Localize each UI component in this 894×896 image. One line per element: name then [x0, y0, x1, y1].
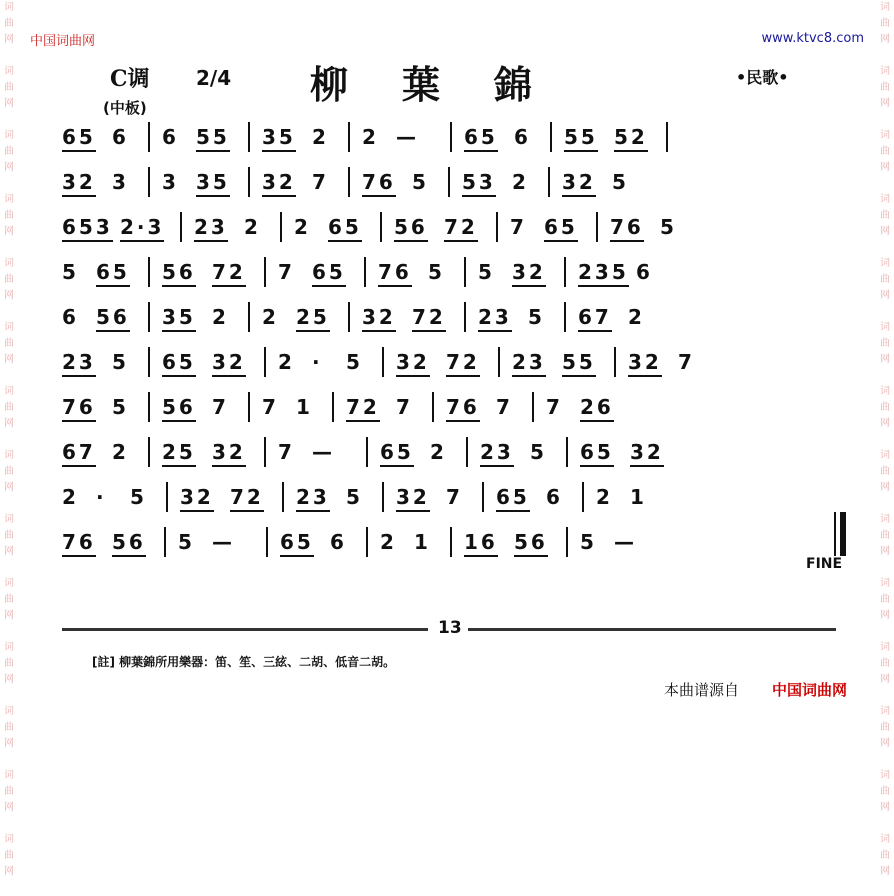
note-group: 2 [294, 215, 311, 239]
barline [496, 212, 498, 242]
note-group: 5 [112, 395, 129, 419]
note-group: 32 [180, 486, 214, 508]
note-group: 32 [212, 441, 246, 463]
barline [448, 167, 450, 197]
note-group: 32 [628, 351, 662, 373]
note-group: 72 [412, 306, 446, 328]
note-group: 2 [362, 125, 379, 149]
barline [532, 392, 534, 422]
barline [596, 212, 598, 242]
barline [582, 482, 584, 512]
site-name-left[interactable]: 中国词曲网 [30, 34, 96, 49]
barline [564, 257, 566, 287]
note-group: · [312, 350, 323, 374]
note-group: 56 [112, 531, 146, 553]
note-group: 72 [446, 351, 480, 373]
final-barline-thick [840, 512, 846, 556]
note-group: 67 [578, 306, 612, 328]
note-group: 65 [96, 261, 130, 283]
note-group: — [212, 530, 235, 554]
barline [148, 257, 150, 287]
note-group: 6 [330, 530, 347, 554]
note-group: 2 [628, 305, 645, 329]
barline [366, 527, 368, 557]
watermark-right: 词 曲 网 词 曲 网 词 曲 网 词 曲 网 词 曲 网 词 曲 网 词 曲 网 词 曲 网 词 曲 网 词 曲 网 词 曲 网 词 曲 网 词 曲 网 词 曲 网 [880, 2, 890, 877]
barline [450, 122, 452, 152]
note-group: 56 [162, 261, 196, 283]
note-group: 23 [194, 216, 228, 238]
barline [482, 482, 484, 512]
barline [380, 212, 382, 242]
note-group: 25 [162, 441, 196, 463]
note-group: 7 [510, 215, 527, 239]
note-group: 2 [112, 440, 129, 464]
note-group: 32 [362, 306, 396, 328]
jianpu-score [62, 118, 842, 568]
note-group: 2 [312, 125, 329, 149]
note-group: 235 [578, 261, 629, 283]
credit-site-link[interactable]: 中国词曲网 [772, 681, 848, 699]
note-group: 55 [196, 126, 230, 148]
note-group: 2 [596, 485, 613, 509]
note-group: 23 [480, 441, 514, 463]
genre-label: •民歌• [736, 68, 789, 87]
note-group: 32 [396, 486, 430, 508]
note-group: 65 [162, 351, 196, 373]
barline [666, 122, 668, 152]
note-group: 67 [62, 441, 96, 463]
note-group: 5 [530, 440, 547, 464]
note-group: 56 [162, 396, 196, 418]
barline [432, 392, 434, 422]
note-group: 7 [262, 395, 279, 419]
note-group: — [396, 125, 419, 149]
barline [566, 437, 568, 467]
barline [282, 482, 284, 512]
note-group: 1 [296, 395, 313, 419]
note-group: 65 [496, 486, 530, 508]
note-group: 5 [612, 170, 629, 194]
note-group: 23 [62, 351, 96, 373]
note-group: 23 [512, 351, 546, 373]
note-group: 3 [112, 170, 129, 194]
barline [550, 122, 552, 152]
note-group: 23 [296, 486, 330, 508]
barline [332, 392, 334, 422]
page-number: 13 [438, 618, 462, 638]
note-group: 6 [162, 125, 179, 149]
note-group: 65 [580, 441, 614, 463]
note-group: 5 [428, 260, 445, 284]
watermark-left: 词 曲 网 词 曲 网 词 曲 网 词 曲 网 词 曲 网 词 曲 网 词 曲 网 词 曲 网 词 曲 网 词 曲 网 词 曲 网 词 曲 网 词 曲 网 词 曲 网 [4, 2, 14, 877]
note-group: 5 [178, 530, 195, 554]
note-group: 56 [394, 216, 428, 238]
note-group: 7 [546, 395, 563, 419]
note-group: 52 [614, 126, 648, 148]
note-group: 72 [444, 216, 478, 238]
note-group: 5 [346, 350, 363, 374]
note-group: 6 [62, 305, 79, 329]
song-title: 柳葉錦 [310, 62, 587, 107]
note-group: 76 [62, 396, 96, 418]
time-signature: 2/4 [196, 66, 232, 90]
note-group: 65 [280, 531, 314, 553]
note-group: 35 [162, 306, 196, 328]
barline [148, 302, 150, 332]
note-group: — [614, 530, 637, 554]
note-group: 32 [212, 351, 246, 373]
note-group: 2 [512, 170, 529, 194]
note-group: 56 [514, 531, 548, 553]
note-group: 5 [528, 305, 545, 329]
note-group: 2·3 [120, 216, 164, 238]
note-group: 2 [380, 530, 397, 554]
note-group: 2 [262, 305, 279, 329]
note-group: 7 [496, 395, 513, 419]
barline [148, 347, 150, 377]
note-group: 5 [130, 485, 147, 509]
barline [280, 212, 282, 242]
note-group: 1 [414, 530, 431, 554]
note-group: 32 [630, 441, 664, 463]
note-group: 5 [346, 485, 363, 509]
fine-marking: FINE [806, 556, 843, 572]
note-group: 2 [244, 215, 261, 239]
barline [382, 482, 384, 512]
barline [148, 122, 150, 152]
note-group: 7 [312, 170, 329, 194]
note-group: 25 [296, 306, 330, 328]
note-group: 35 [196, 171, 230, 193]
note-group: 7 [446, 485, 463, 509]
barline [614, 347, 616, 377]
note-group: 76 [378, 261, 412, 283]
note-group: 65 [62, 126, 96, 148]
note-group: 65 [544, 216, 578, 238]
barline [348, 302, 350, 332]
final-barline-thin [834, 512, 836, 556]
note-group: 6 [514, 125, 531, 149]
barline [248, 302, 250, 332]
barline [466, 437, 468, 467]
page-rule-left [62, 628, 428, 631]
note-group: 56 [96, 306, 130, 328]
barline [264, 437, 266, 467]
note-group: 5 [580, 530, 597, 554]
barline [364, 257, 366, 287]
barline [248, 167, 250, 197]
note-group: 7 [212, 395, 229, 419]
barline [148, 392, 150, 422]
barline [248, 122, 250, 152]
barline [464, 302, 466, 332]
note-group: 32 [396, 351, 430, 373]
note-group: 1 [630, 485, 647, 509]
barline [148, 437, 150, 467]
barline [566, 527, 568, 557]
note-group: 653 [62, 216, 113, 238]
note-group: 5 [112, 350, 129, 374]
barline [180, 212, 182, 242]
barline [264, 347, 266, 377]
barline [148, 167, 150, 197]
note-group: 76 [362, 171, 396, 193]
note-group: 5 [660, 215, 677, 239]
barline [382, 347, 384, 377]
note-group: 7 [678, 350, 695, 374]
credit-prefix: 本曲谱源自 [664, 681, 740, 699]
barline [264, 257, 266, 287]
note-group: 5 [62, 260, 79, 284]
barline [266, 527, 268, 557]
barline [464, 257, 466, 287]
note-group: 72 [346, 396, 380, 418]
note-group: 2 [430, 440, 447, 464]
barline [450, 527, 452, 557]
barline [548, 167, 550, 197]
page-rule-right [468, 628, 836, 631]
note-group: 72 [230, 486, 264, 508]
barline [348, 122, 350, 152]
barline [248, 392, 250, 422]
note-group: 32 [562, 171, 596, 193]
note-group: 23 [478, 306, 512, 328]
note-group: 5 [478, 260, 495, 284]
note-group: 7 [278, 440, 295, 464]
barline [366, 437, 368, 467]
note-group: 2 [62, 485, 79, 509]
note-group: 65 [464, 126, 498, 148]
note-group: 76 [446, 396, 480, 418]
note-group: 7 [396, 395, 413, 419]
note-group: — [312, 440, 335, 464]
note-group: 6 [112, 125, 129, 149]
note-group: 7 [278, 260, 295, 284]
note-group: 53 [462, 171, 496, 193]
note-group: 16 [464, 531, 498, 553]
note-group: 2 [278, 350, 295, 374]
note-group: 5 [412, 170, 429, 194]
barline [348, 167, 350, 197]
note-group: 65 [328, 216, 362, 238]
note-group: 32 [512, 261, 546, 283]
note-group: 26 [580, 396, 614, 418]
note-group: 55 [562, 351, 596, 373]
note-group: 6 [636, 260, 653, 284]
note-group: 72 [212, 261, 246, 283]
note-group: · [96, 485, 107, 509]
note-group: 65 [380, 441, 414, 463]
note-group: 65 [312, 261, 346, 283]
note-group: 6 [546, 485, 563, 509]
note-group: 32 [262, 171, 296, 193]
site-url-right[interactable]: www.ktvc8.com [761, 31, 864, 46]
note-group: 3 [162, 170, 179, 194]
note-group: 32 [62, 171, 96, 193]
barline [498, 347, 500, 377]
barline [164, 527, 166, 557]
instrument-footnote: [註] 柳葉錦所用樂器：笛、笙、三絃、二胡、低音二胡。 [92, 655, 396, 669]
note-group: 76 [610, 216, 644, 238]
note-group: 2 [212, 305, 229, 329]
tempo-marking: (中板) [103, 99, 147, 117]
note-group: 55 [564, 126, 598, 148]
note-group: 76 [62, 531, 96, 553]
barline [564, 302, 566, 332]
note-group: 35 [262, 126, 296, 148]
key-signature: C调 [110, 66, 150, 92]
barline [166, 482, 168, 512]
